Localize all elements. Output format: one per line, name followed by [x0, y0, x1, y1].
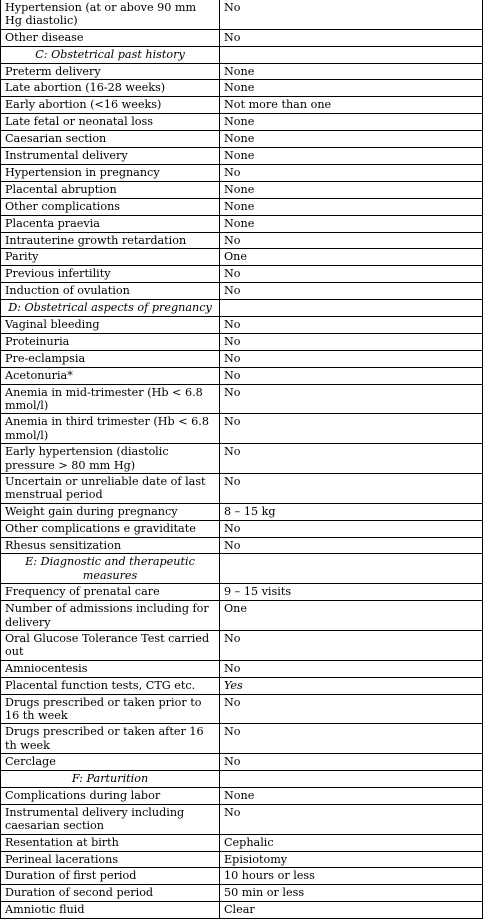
row-value: No [220, 232, 483, 249]
table-row [1, 333, 483, 350]
table-row [1, 266, 483, 283]
row-value: No [220, 694, 483, 724]
row-label: Other complications e graviditate [1, 520, 220, 537]
row-label: Duration of first period [1, 868, 220, 885]
table-row [1, 724, 483, 754]
table-row [1, 283, 483, 300]
table-row [1, 148, 483, 165]
row-value: None [220, 80, 483, 97]
row-value: No [220, 367, 483, 384]
row-value: 8 – 15 kg [220, 503, 483, 520]
row-value: None [220, 63, 483, 80]
table-row [1, 63, 483, 80]
table-row [1, 316, 483, 333]
row-value: One [220, 249, 483, 266]
row-label: Placental function tests, CTG etc. [1, 677, 220, 694]
table-row [1, 754, 483, 771]
row-label: Parity [1, 249, 220, 266]
row-value: 9 – 15 visits [220, 584, 483, 601]
table-row [1, 384, 483, 414]
section-header: E: Diagnostic and therapeutic measures [1, 554, 220, 584]
row-label: Oral Glucose Tolerance Test carried out [1, 630, 220, 660]
row-value: None [220, 215, 483, 232]
row-value: No [220, 266, 483, 283]
table-row [1, 677, 483, 694]
row-label: Amniocentesis [1, 660, 220, 677]
table-row [1, 198, 483, 215]
row-label: Resentation at birth [1, 834, 220, 851]
table-row [1, 181, 483, 198]
row-label: Uncertain or unreliable date of last menstrual period [1, 473, 220, 503]
row-label: Anemia in third trimester (Hb < 6.8 mmol/l) [1, 414, 220, 444]
table-row [1, 868, 483, 885]
row-label: Vaginal bleeding [1, 316, 220, 333]
table-row [1, 114, 483, 131]
table-row [1, 503, 483, 520]
table-row [1, 414, 483, 444]
row-label: Number of admissions including for delivery [1, 601, 220, 631]
section-header: F: Parturition [1, 771, 220, 788]
row-value: Clear [220, 902, 483, 919]
table-row [1, 473, 483, 503]
row-value: No [220, 754, 483, 771]
section-header: C: Obstetrical past history [1, 46, 220, 63]
table-row [1, 902, 483, 919]
row-label: Instrumental delivery [1, 148, 220, 165]
row-value: No [220, 660, 483, 677]
row-label: Instrumental delivery including caesarian section [1, 804, 220, 834]
row-label: Late abortion (16-28 weeks) [1, 80, 220, 97]
table-row [1, 350, 483, 367]
row-value: No [220, 384, 483, 414]
row-label: Anemia in mid-trimester (Hb < 6.8 mmol/l) [1, 384, 220, 414]
table-row [1, 249, 483, 266]
row-value: No [220, 164, 483, 181]
row-label: Other disease [1, 29, 220, 46]
row-label: Drugs prescribed or taken prior to 16 th week [1, 694, 220, 724]
row-label: Previous infertility [1, 266, 220, 283]
row-label: Placenta praevia [1, 215, 220, 232]
row-label: Proteinuria [1, 333, 220, 350]
row-value: 10 hours or less [220, 868, 483, 885]
table-row [1, 834, 483, 851]
row-value: One [220, 601, 483, 631]
row-label: Duration of second period [1, 885, 220, 902]
row-value: None [220, 114, 483, 131]
table-row [1, 885, 483, 902]
row-value: 50 min or less [220, 885, 483, 902]
table-row [1, 444, 483, 474]
table-row [1, 80, 483, 97]
row-value: No [220, 724, 483, 754]
table-row [1, 367, 483, 384]
row-value: No [220, 414, 483, 444]
row-value: No [220, 520, 483, 537]
row-label: Acetonuria* [1, 367, 220, 384]
row-label: Perineal lacerations [1, 851, 220, 868]
row-value: None [220, 198, 483, 215]
row-value: Episiotomy [220, 851, 483, 868]
row-label: Other complications [1, 198, 220, 215]
section-header-row [1, 300, 483, 317]
row-value: No [220, 473, 483, 503]
table-row [1, 694, 483, 724]
table-row [1, 29, 483, 46]
row-value: No [220, 29, 483, 46]
row-value: None [220, 131, 483, 148]
row-label: Drugs prescribed or taken after 16 th week [1, 724, 220, 754]
section-header-empty-cell [220, 771, 483, 788]
row-label: Frequency of prenatal care [1, 584, 220, 601]
row-label: Induction of ovulation [1, 283, 220, 300]
row-value: No [220, 333, 483, 350]
row-label: Hypertension (at or above 90 mm Hg diastolic) [1, 0, 220, 29]
table-row [1, 851, 483, 868]
row-label: Early hypertension (diastolic pressure > 80 mm Hg) [1, 444, 220, 474]
row-label: Late fetal or neonatal loss [1, 114, 220, 131]
row-value: No [220, 537, 483, 554]
row-label: Intrauterine growth retardation [1, 232, 220, 249]
row-label: Weight gain during pregnancy [1, 503, 220, 520]
table-row [1, 660, 483, 677]
table-body [1, 0, 483, 919]
table-row [1, 601, 483, 631]
table-row [1, 804, 483, 834]
row-value: No [220, 0, 483, 29]
row-label: Pre-eclampsia [1, 350, 220, 367]
section-header-empty-cell [220, 300, 483, 317]
row-value: None [220, 181, 483, 198]
row-label: Cerclage [1, 754, 220, 771]
row-value: Not more than one [220, 97, 483, 114]
row-value: None [220, 787, 483, 804]
row-value: No [220, 444, 483, 474]
table-row [1, 787, 483, 804]
row-value: None [220, 148, 483, 165]
row-label: Rhesus sensitization [1, 537, 220, 554]
table-row [1, 164, 483, 181]
row-label: Complications during labor [1, 787, 220, 804]
row-label: Placental abruption [1, 181, 220, 198]
section-header-row [1, 771, 483, 788]
table-row [1, 630, 483, 660]
table-row [1, 232, 483, 249]
table-row [1, 520, 483, 537]
section-header-row [1, 46, 483, 63]
row-value: No [220, 630, 483, 660]
table-row [1, 215, 483, 232]
row-label: Preterm delivery [1, 63, 220, 80]
section-header-row [1, 554, 483, 584]
table-row [1, 584, 483, 601]
row-label: Hypertension in pregnancy [1, 164, 220, 181]
section-header-empty-cell [220, 554, 483, 584]
row-value: No [220, 283, 483, 300]
table-row [1, 97, 483, 114]
row-value: No [220, 316, 483, 333]
row-label: Caesarian section [1, 131, 220, 148]
section-header-empty-cell [220, 46, 483, 63]
table-row [1, 537, 483, 554]
row-value: Cephalic [220, 834, 483, 851]
row-value: No [220, 350, 483, 367]
row-label: Amniotic fluid [1, 902, 220, 919]
table-row [1, 131, 483, 148]
row-label: Early abortion (<16 weeks) [1, 97, 220, 114]
table-row [1, 0, 483, 29]
section-header: D: Obstetrical aspects of pregnancy [1, 300, 220, 317]
row-value: No [220, 804, 483, 834]
row-value: Yes [220, 677, 483, 694]
